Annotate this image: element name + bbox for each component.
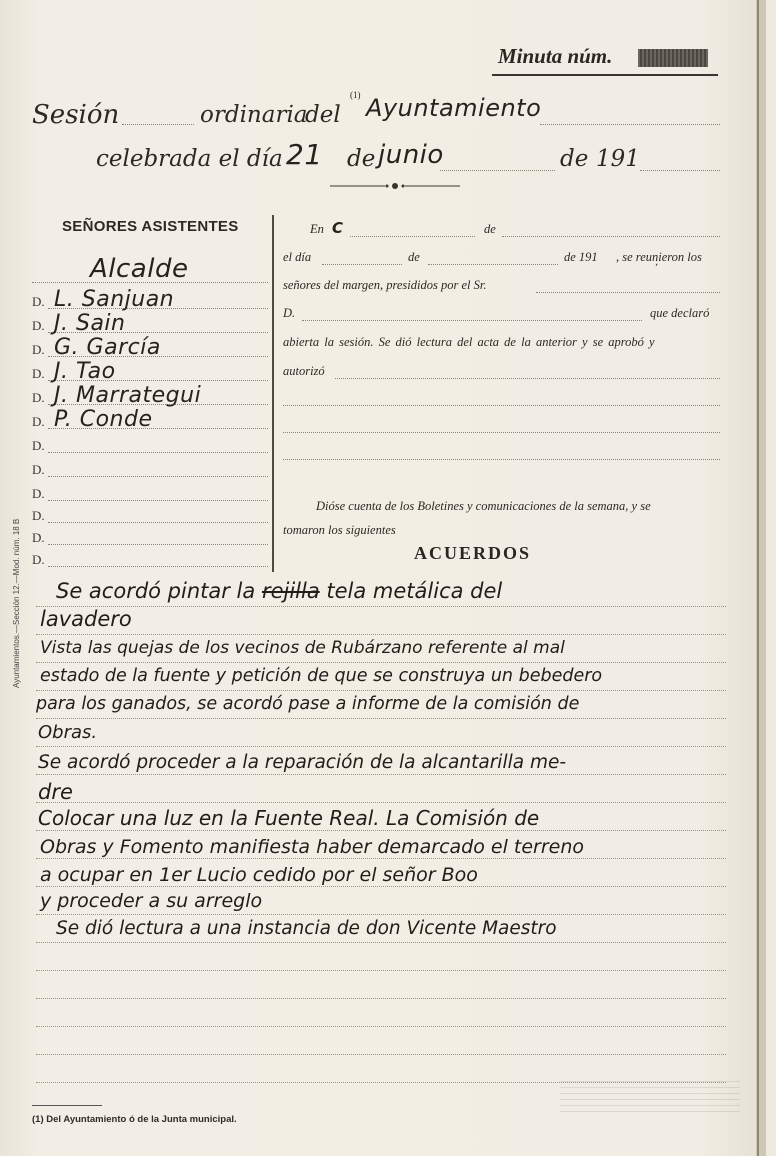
form-de: de xyxy=(484,222,496,236)
ruled-line xyxy=(36,1026,726,1027)
sesion-label: Sesión xyxy=(32,100,120,130)
ornament-divider xyxy=(330,181,460,191)
form-d: D. xyxy=(283,306,296,320)
minute-line: Se dió lectura a una instancia de don Vicente Maestro xyxy=(56,918,557,939)
ruled-line xyxy=(36,634,726,635)
ruled-line xyxy=(36,858,726,859)
ruled-line xyxy=(36,662,726,663)
struck-word: rejilla xyxy=(261,579,320,603)
attendee-name: J. Sain xyxy=(54,311,126,336)
dotted-rule xyxy=(540,124,720,125)
attendees-heading: SEÑORES ASISTENTES xyxy=(62,218,239,235)
minute-line: Se acordó pintar la rejilla tela metálica del xyxy=(56,579,503,603)
attendee-prefix: D. xyxy=(32,414,45,429)
form-de: de xyxy=(408,250,420,264)
attendee-name: L. Sanjuan xyxy=(54,287,175,312)
attendee-prefix: D. xyxy=(32,294,45,309)
dotted-rule xyxy=(335,378,720,379)
de-label: de xyxy=(347,146,376,172)
ruled-line xyxy=(36,970,726,971)
ruled-line xyxy=(36,802,726,803)
ruled-line xyxy=(36,1054,726,1055)
ruled-line xyxy=(36,914,726,915)
minute-line: y proceder a su arreglo xyxy=(40,890,263,912)
attendee-name: J. Marrategui xyxy=(54,383,202,408)
alcalde-handwritten: Alcalde xyxy=(90,254,189,284)
attendee-prefix: D. xyxy=(32,486,45,501)
form-abierta: abierta la sesión. Se dió lectura del acta de la anterior y se aprobó y xyxy=(283,335,655,349)
attendee-row xyxy=(32,458,268,480)
form-tomaron: tomaron los siguientes xyxy=(283,523,396,537)
minute-line: lavadero xyxy=(40,607,132,631)
attendee-prefix: D. xyxy=(32,366,45,381)
footnote-rule xyxy=(32,1105,102,1106)
page-edge-line xyxy=(757,0,759,1156)
dotted-rule xyxy=(536,292,720,293)
attendee-row xyxy=(32,335,268,360)
form-diose: Dióse cuenta de los Boletines y comunicaciones de la semana, y se xyxy=(316,499,651,513)
attendee-row xyxy=(32,526,268,548)
minute-line: Se acordó proceder a la reparación de la alcantarilla me- xyxy=(38,752,567,773)
form-declaro: que declaró xyxy=(650,306,710,320)
ruled-line xyxy=(36,774,726,775)
attendee-prefix: D. xyxy=(32,462,45,477)
minute-line: Obras y Fomento manifiesta haber demarcado el terreno xyxy=(40,836,585,858)
ruled-line xyxy=(36,998,726,999)
dotted-rule xyxy=(350,236,475,237)
column-divider xyxy=(272,215,274,572)
footnote: (1) Del Ayuntamiento ó de la Junta municipal. xyxy=(32,1114,237,1125)
dotted-rule xyxy=(502,236,720,237)
dotted-rule xyxy=(283,405,720,406)
ruled-line xyxy=(36,746,726,747)
session-day: 21 xyxy=(286,138,323,171)
minuta-number-stamp xyxy=(638,49,708,67)
minuta-label: Minuta núm. xyxy=(498,44,613,68)
attendee-row xyxy=(32,383,268,408)
attendee-name: G. García xyxy=(54,335,161,360)
form-reunieron: , se reunieron los xyxy=(616,250,702,264)
minute-line: Vista las quejas de los vecinos de Rubárzano referente al mal xyxy=(40,638,565,658)
minuta-rule xyxy=(492,74,718,76)
form-el-dia: el día xyxy=(283,250,312,264)
attendee-row xyxy=(32,434,268,456)
ruled-line xyxy=(36,718,726,719)
attendee-row xyxy=(32,482,268,504)
acuerdos-heading: ACUERDOS xyxy=(414,543,532,563)
attendee-prefix: D. xyxy=(32,530,45,545)
ruled-line xyxy=(36,606,726,607)
attendee-row xyxy=(32,504,268,526)
dotted-rule xyxy=(32,282,268,283)
form-en-mark: C xyxy=(332,219,344,237)
dotted-rule xyxy=(640,170,720,171)
attendee-row xyxy=(32,287,268,312)
minute-line: para los ganados, se acordó pase a informe de la comisión de xyxy=(36,694,580,714)
attendee-name: J. Tao xyxy=(54,359,116,384)
ruled-line xyxy=(36,830,726,831)
attendee-prefix: D. xyxy=(32,438,45,453)
session-month: junio xyxy=(378,140,444,170)
minute-line: a ocupar en 1er Lucio cedido por el señor Boo xyxy=(40,864,478,886)
minute-line: Colocar una luz en la Fuente Real. La Comisión de xyxy=(38,806,540,830)
attendee-row xyxy=(32,548,268,570)
form-de-191: de 191 xyxy=(564,250,598,264)
de-label: de xyxy=(560,146,589,172)
ruled-line xyxy=(36,886,726,887)
dotted-rule xyxy=(283,459,720,460)
footnote-marker: (1) xyxy=(350,90,361,100)
attendee-prefix: D. xyxy=(32,342,45,357)
dotted-rule xyxy=(122,124,194,125)
minute-line: estado de la fuente y petición de que se construya un bebedero xyxy=(40,666,603,686)
attendee-row xyxy=(32,359,268,384)
ink-mark: ʼ xyxy=(655,263,659,274)
dotted-rule xyxy=(322,264,402,265)
dotted-rule xyxy=(283,432,720,433)
minute-line: dre xyxy=(38,780,73,804)
del-label: del xyxy=(305,102,341,128)
ayuntamiento-handwritten: Ayuntamiento xyxy=(366,94,542,122)
ruled-line xyxy=(36,942,726,943)
celebrada-label: celebrada el día xyxy=(96,146,283,172)
session-type: ordinaria xyxy=(200,102,308,128)
form-en: En xyxy=(310,222,324,236)
attendee-prefix: D. xyxy=(32,508,45,523)
attendee-name: P. Conde xyxy=(54,407,153,432)
form-autorizo: autorizó xyxy=(283,364,325,378)
session-year: 191 xyxy=(596,146,640,172)
ruled-line xyxy=(36,690,726,691)
attendee-row xyxy=(32,311,268,336)
form-senores: señores del margen, presididos por el Sr. xyxy=(283,278,487,292)
minute-line: Obras. xyxy=(38,722,98,743)
dotted-rule xyxy=(428,264,558,265)
attendee-prefix: D. xyxy=(32,318,45,333)
dotted-rule xyxy=(302,320,642,321)
attendee-prefix: D. xyxy=(32,390,45,405)
side-imprint: Ayuntamientos.—Sección 12.—Mod. núm. 18 B xyxy=(12,518,21,688)
dotted-rule xyxy=(440,170,555,171)
attendee-prefix: D. xyxy=(32,552,45,567)
bleed-through xyxy=(560,1078,740,1112)
attendee-row xyxy=(32,407,268,432)
